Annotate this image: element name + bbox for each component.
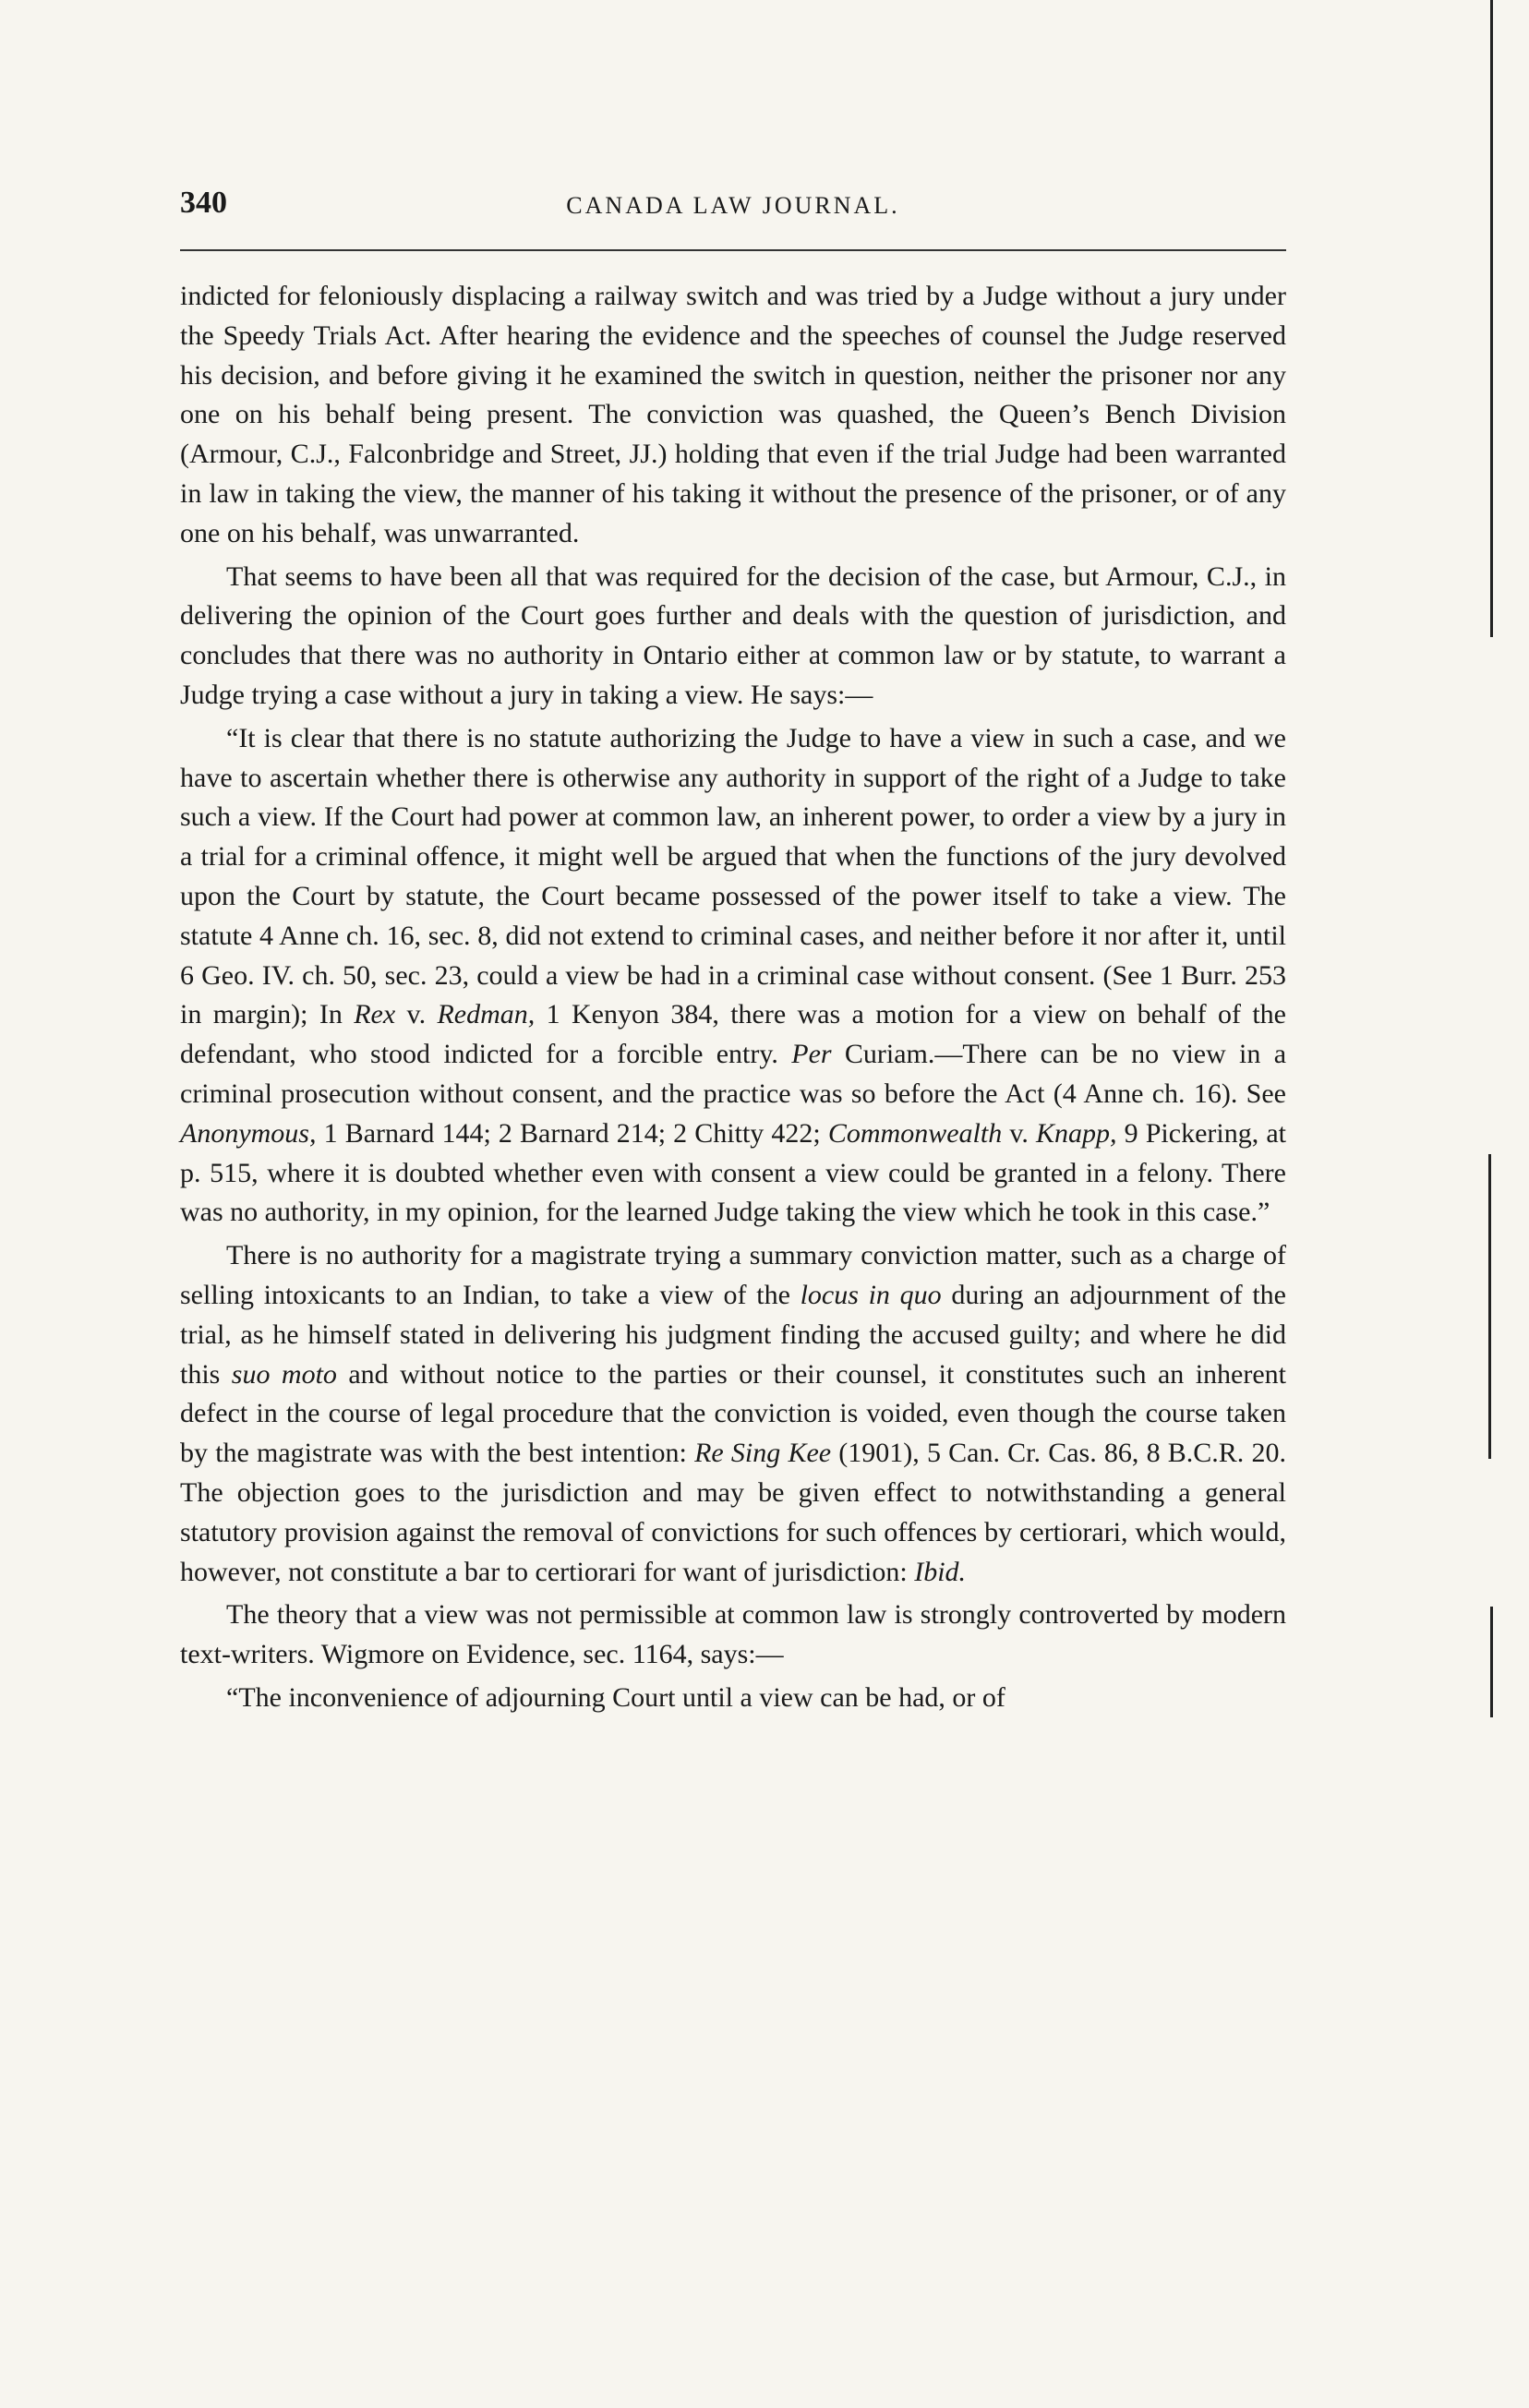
text-run: during an adjournment of the trial, as he himself stated in delivering his judgment finding the accused guilty; and where he did this (180, 1279, 1286, 1390)
text-run: Curiam.—There can be no view in a criminal prosecution without consent, and the practice was so before the Act (4 Anne ch. 16). See (180, 1039, 1287, 1109)
text-run: (1901), 5 Can. Cr. Cas. 86, 8 B.C.R. 20. The objection goes to the jurisdiction and may be given effect to notwithstanding a general statutory provision against the removal of convictions for such offences by certiorari, which would, however, not constitute a bar to certiorari for want of jurisdiction: (180, 1438, 1286, 1587)
paragraph (180, 1595, 1286, 1675)
italic-text: Commonwealth (827, 1117, 1003, 1149)
italic-text: Per (791, 1039, 832, 1070)
paragraph (180, 277, 1286, 554)
text-run: The theory that a view was not permissible at common law is strongly controverted by modern text-writers. Wigmore on Evidence, sec. 1164, says:— (180, 1599, 1286, 1670)
text-run: “The inconvenience of adjourning Court until a view can be had, or of (226, 1681, 1005, 1713)
text-run: 1 Kenyon 384, there was a motion for a view on behalf of the defendant, who stood indicted for a forcible entry. (180, 999, 1286, 1070)
italic-text: suo moto (231, 1358, 337, 1390)
italic-text: Redman, (437, 999, 536, 1030)
paragraph (180, 1236, 1286, 1592)
running-title: CANADA LAW JOURNAL. (566, 192, 900, 219)
text-run: 9 Pickering, at p. 515, where it is doubted whether even with consent a view could be granted in a felony. There was no authority, in my opinion, for the learned Judge taking the view which he took in this case.” (180, 1117, 1286, 1228)
paragraph (180, 719, 1286, 1233)
header-rule (180, 249, 1286, 251)
italic-text: Ibid. (914, 1556, 967, 1587)
text-run: That seems to have been all that was required for the decision of the case, but Armour, C.J., in delivering the opinion of the Court goes further and deals with the question of jurisdiction, and concludes that there was no authority in Ontario either at common law or by statute, to warrant a Judge trying a case without a jury in taking a view. He says:— (180, 560, 1286, 710)
text-run: There is no authority for a magistrate trying a summary conviction matter, such as a charge of selling intoxicants to an Indian, to take a view of the (180, 1240, 1286, 1310)
paragraph (180, 558, 1286, 716)
page-number: 340 (180, 186, 227, 220)
paragraph (180, 1679, 1286, 1718)
scan-edge-mark (1488, 1154, 1491, 1459)
text-run: v. (1002, 1117, 1036, 1149)
scan-edge-mark (1490, 0, 1493, 637)
page-header (180, 185, 1286, 249)
text-run: indicted for feloniously displacing a railway switch and was tried by a Judge without a jury under the Speedy Trials Act. After hearing the evidence and the speeches of counsel the Judge reserved his decision, and before giving it he examined the switch in question, neither the prisoner nor any one on his behalf being present. The conviction was quashed, the Queen’s Bench Division (Armour, C.J., Falconbridge and Street, JJ.) holding that even if the trial Judge had been warranted in law in taking the view, the manner of his taking it without the presence of the prisoner, or of any one on his behalf, was unwarranted. (180, 281, 1286, 548)
text-run: v. (395, 999, 438, 1030)
italic-text: Knapp, (1036, 1117, 1117, 1149)
body-text (180, 277, 1286, 1722)
italic-text: Anonymous, (180, 1117, 317, 1149)
italic-text: Rex (354, 999, 396, 1030)
scan-edge-mark (1490, 1607, 1493, 1717)
text-run: 1 Barnard 144; 2 Barnard 214; 2 Chitty 422; (316, 1117, 828, 1149)
italic-text: locus in quo (800, 1279, 942, 1310)
text-run: and without notice to the parties or their counsel, it constitutes such an inherent defect in the course of legal procedure that the conviction is voided, even though the course taken by the magistrate was with the best intention: (180, 1358, 1286, 1469)
italic-text: Re Sing Kee (694, 1438, 832, 1469)
text-run: “It is clear that there is no statute authorizing the Judge to have a view in such a case, and we have to ascertain whether there is otherwise any authority in support of the right of a Judge to take such a view. If the Court had power at common law, an inherent power, to order a view by a jury in a trial for a criminal offence, it might well be argued that when the functions of the jury devolved upon the Court by statute, the Court became possessed of the power itself to take a view. The statute 4 Anne ch. 16, sec. 8, did not extend to criminal cases, and neither before it nor after it, until 6 Geo. IV. ch. 50, sec. 23, could a view be had in a criminal case without consent. (See 1 Burr. 253 in margin); In (180, 722, 1286, 1030)
